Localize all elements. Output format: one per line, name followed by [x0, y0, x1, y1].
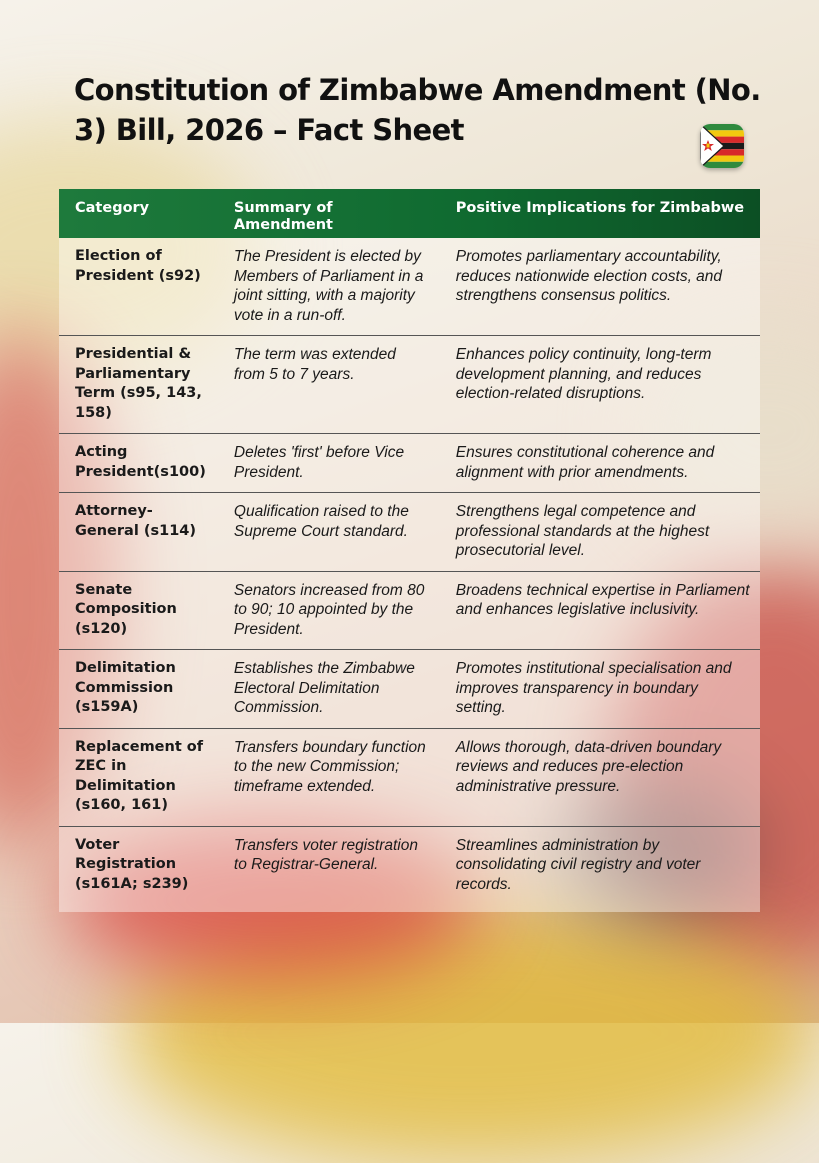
summary-cell: Qualification raised to the Supreme Court standard. — [218, 493, 440, 572]
table-row — [59, 728, 760, 826]
table-row — [59, 434, 760, 493]
category-cell: Election of President (s92) — [59, 238, 218, 336]
summary-cell: Establishes the Zimbabwe Electoral Delimitation Commission. — [218, 650, 440, 729]
implications-cell: Allows thorough, data-driven boundary reviews and reduces pre-election administrative pressure. — [440, 728, 760, 826]
table-row — [59, 650, 760, 729]
column-header-summary: Summary of Amendment — [233, 200, 333, 233]
category-cell: Presidential & Parliamentary Term (s95, 143, 158) — [59, 336, 218, 434]
implications-cell: Promotes parliamentary accountability, reduces nationwide election costs, and strengthens consensus politics. — [440, 238, 760, 336]
table-row — [59, 571, 760, 650]
category-cell: Voter Registration (s161A; s239) — [75, 836, 189, 892]
summary-cell: The President is elected by Members of Parliament in a joint sitting, with a majority vote in a run-off. — [218, 238, 440, 336]
summary-cell: Senators increased from 80 to 90; 10 appointed by the President. — [218, 571, 440, 650]
category-cell: Attorney-General (s114) — [59, 493, 218, 572]
category-cell: Replacement of ZEC in Delimitation (s160, 161) — [59, 728, 218, 826]
implications-cell: Streamlines administration by consolidating civil registry and voter records. — [455, 836, 701, 893]
table-header-row — [59, 189, 760, 238]
page-title: Constitution of Zimbabwe Amendment (No. 3) Bill, 2026 – Fact Sheet — [74, 73, 761, 147]
category-cell: Senate Composition (s120) — [59, 571, 218, 650]
implications-cell: Promotes institutional specialisation and improves transparency in boundary setting. — [440, 650, 760, 729]
implications-cell: Ensures constitutional coherence and alignment with prior amendments. — [440, 434, 760, 493]
column-header-implications: Positive Implications for Zimbabwe — [455, 200, 745, 216]
table-row — [59, 493, 760, 572]
zimbabwe-flag-icon — [700, 124, 744, 168]
implications-cell: Enhances policy continuity, long-term development planning, and reduces election-related disruptions. — [440, 336, 760, 434]
summary-cell: Transfers voter registration to Registrar-General. — [233, 836, 418, 873]
implications-cell: Broadens technical expertise in Parliament and enhances legislative inclusivity. — [440, 571, 760, 650]
implications-cell: Strengthens legal competence and professional standards at the highest prosecutorial level. — [440, 493, 760, 572]
table-row — [59, 238, 760, 336]
summary-cell: Deletes 'first' before Vice President. — [218, 434, 440, 493]
table-row — [59, 826, 760, 912]
table-row — [59, 336, 760, 434]
category-cell: Delimitation Commission (s159A) — [59, 650, 218, 729]
fact-table — [59, 189, 760, 912]
column-header-category: Category — [75, 200, 150, 216]
category-cell: Acting President(s100) — [59, 434, 218, 493]
summary-cell: Transfers boundary function to the new Commission; timeframe extended. — [218, 728, 440, 826]
summary-cell: The term was extended from 5 to 7 years. — [218, 336, 440, 434]
